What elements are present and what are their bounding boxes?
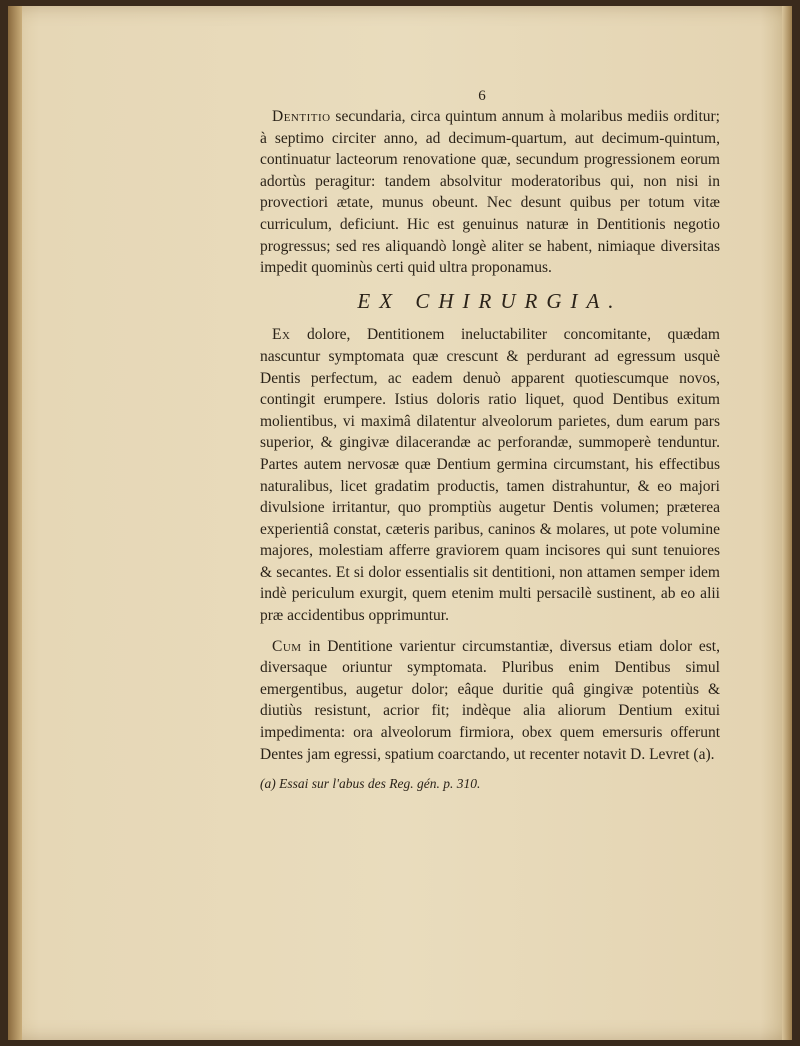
- paragraph-text: secundaria, circa quintum annum à molaribus mediis orditur; à septimo circiter anno, ad decimum-quartum, aut decimum-quintum, continuatur lacteorum renovatione quæ, secundum progressionem eorum adortùs peragitur: tandem absolvitur moderatoribus qui, non nisi in provectiori ætate, munus obeunt. Nec desunt quibus per totum vitæ curriculum, deficiunt. Hic est genuinus naturæ in Dentitionis negotio progressus; sed res aliquandò longè aliter se habent, nimiaque diversitas impedit quominùs certi quid ultra proponamus.: [260, 108, 720, 277]
- paragraph-text: dolore, Dentitionem ineluctabiliter concomitante, quædam nascuntur symptomata quæ crescunt & perdurant ad egressum usquè Dentis perfectum, ac eadem denuò apparent quotiescumque novos, contingit erumpere. Istius doloris ratio liquet, quod Dentibus exitum molientibus, vi maximâ dilatentur alveolorum parietes, dum earum pars superior, & gingivæ dilacerandæ ac perforandæ, summoperè tenduntur. Partes autem nervosæ quæ Dentium germina circumstant, his effectibus naturalibus, licet gradatim productis, tamen distrahuntur, & eo majori divulsione irritantur, quo promptiùs augetur Dentis volumen; præterea experientiâ constat, cæteris paribus, caninos & molares, ut pote volumine majores, molestiam afferre graviorem quam incisores qui sunt tenuiores & secantes. Et si dolor essentialis sit dentitioni, non attamen semper idem indè periculum exurgit, quem etenim multi persacilè sustinent, ab eo alii præ accidentibus opprimuntur.: [260, 326, 720, 625]
- paragraph-dentitio: [260, 106, 720, 279]
- page-right-edge: [782, 6, 792, 1040]
- page-number: 6: [478, 88, 486, 104]
- book-page: [8, 6, 792, 1040]
- section-heading: EX CHIRURGIA.: [357, 288, 623, 313]
- paragraph-lead-word: Cum: [272, 637, 302, 655]
- paragraph-lead-word: Ex: [272, 326, 291, 344]
- paragraph-text: in Dentitione varientur circumstantiæ, diversus etiam dolor est, diversaque oriuntur symptomata. Pluribus enim Dentibus simul emergentibus, augetur dolor; eâque duritie quâ gingivæ potentiùs & diutiùs resistunt, acrior fit; indèque alia aliorum Dentium exitui impedimenta: ora alveolorum firmiora, obex quem emersuris offerunt Dentes jam egressi, spatium coarctando, ut recenter notavit D. Levret (a).: [260, 637, 720, 763]
- paragraph-lead-word: Dentitio: [272, 108, 331, 125]
- text-block: [260, 86, 720, 807]
- paragraph-ex-dolore: [260, 324, 720, 626]
- footnote: (a) Essai sur l'abus des Reg. gén. p. 310.: [260, 776, 481, 792]
- page-left-edge: [8, 6, 22, 1040]
- paragraph-cum-in-dentitione: [260, 636, 720, 766]
